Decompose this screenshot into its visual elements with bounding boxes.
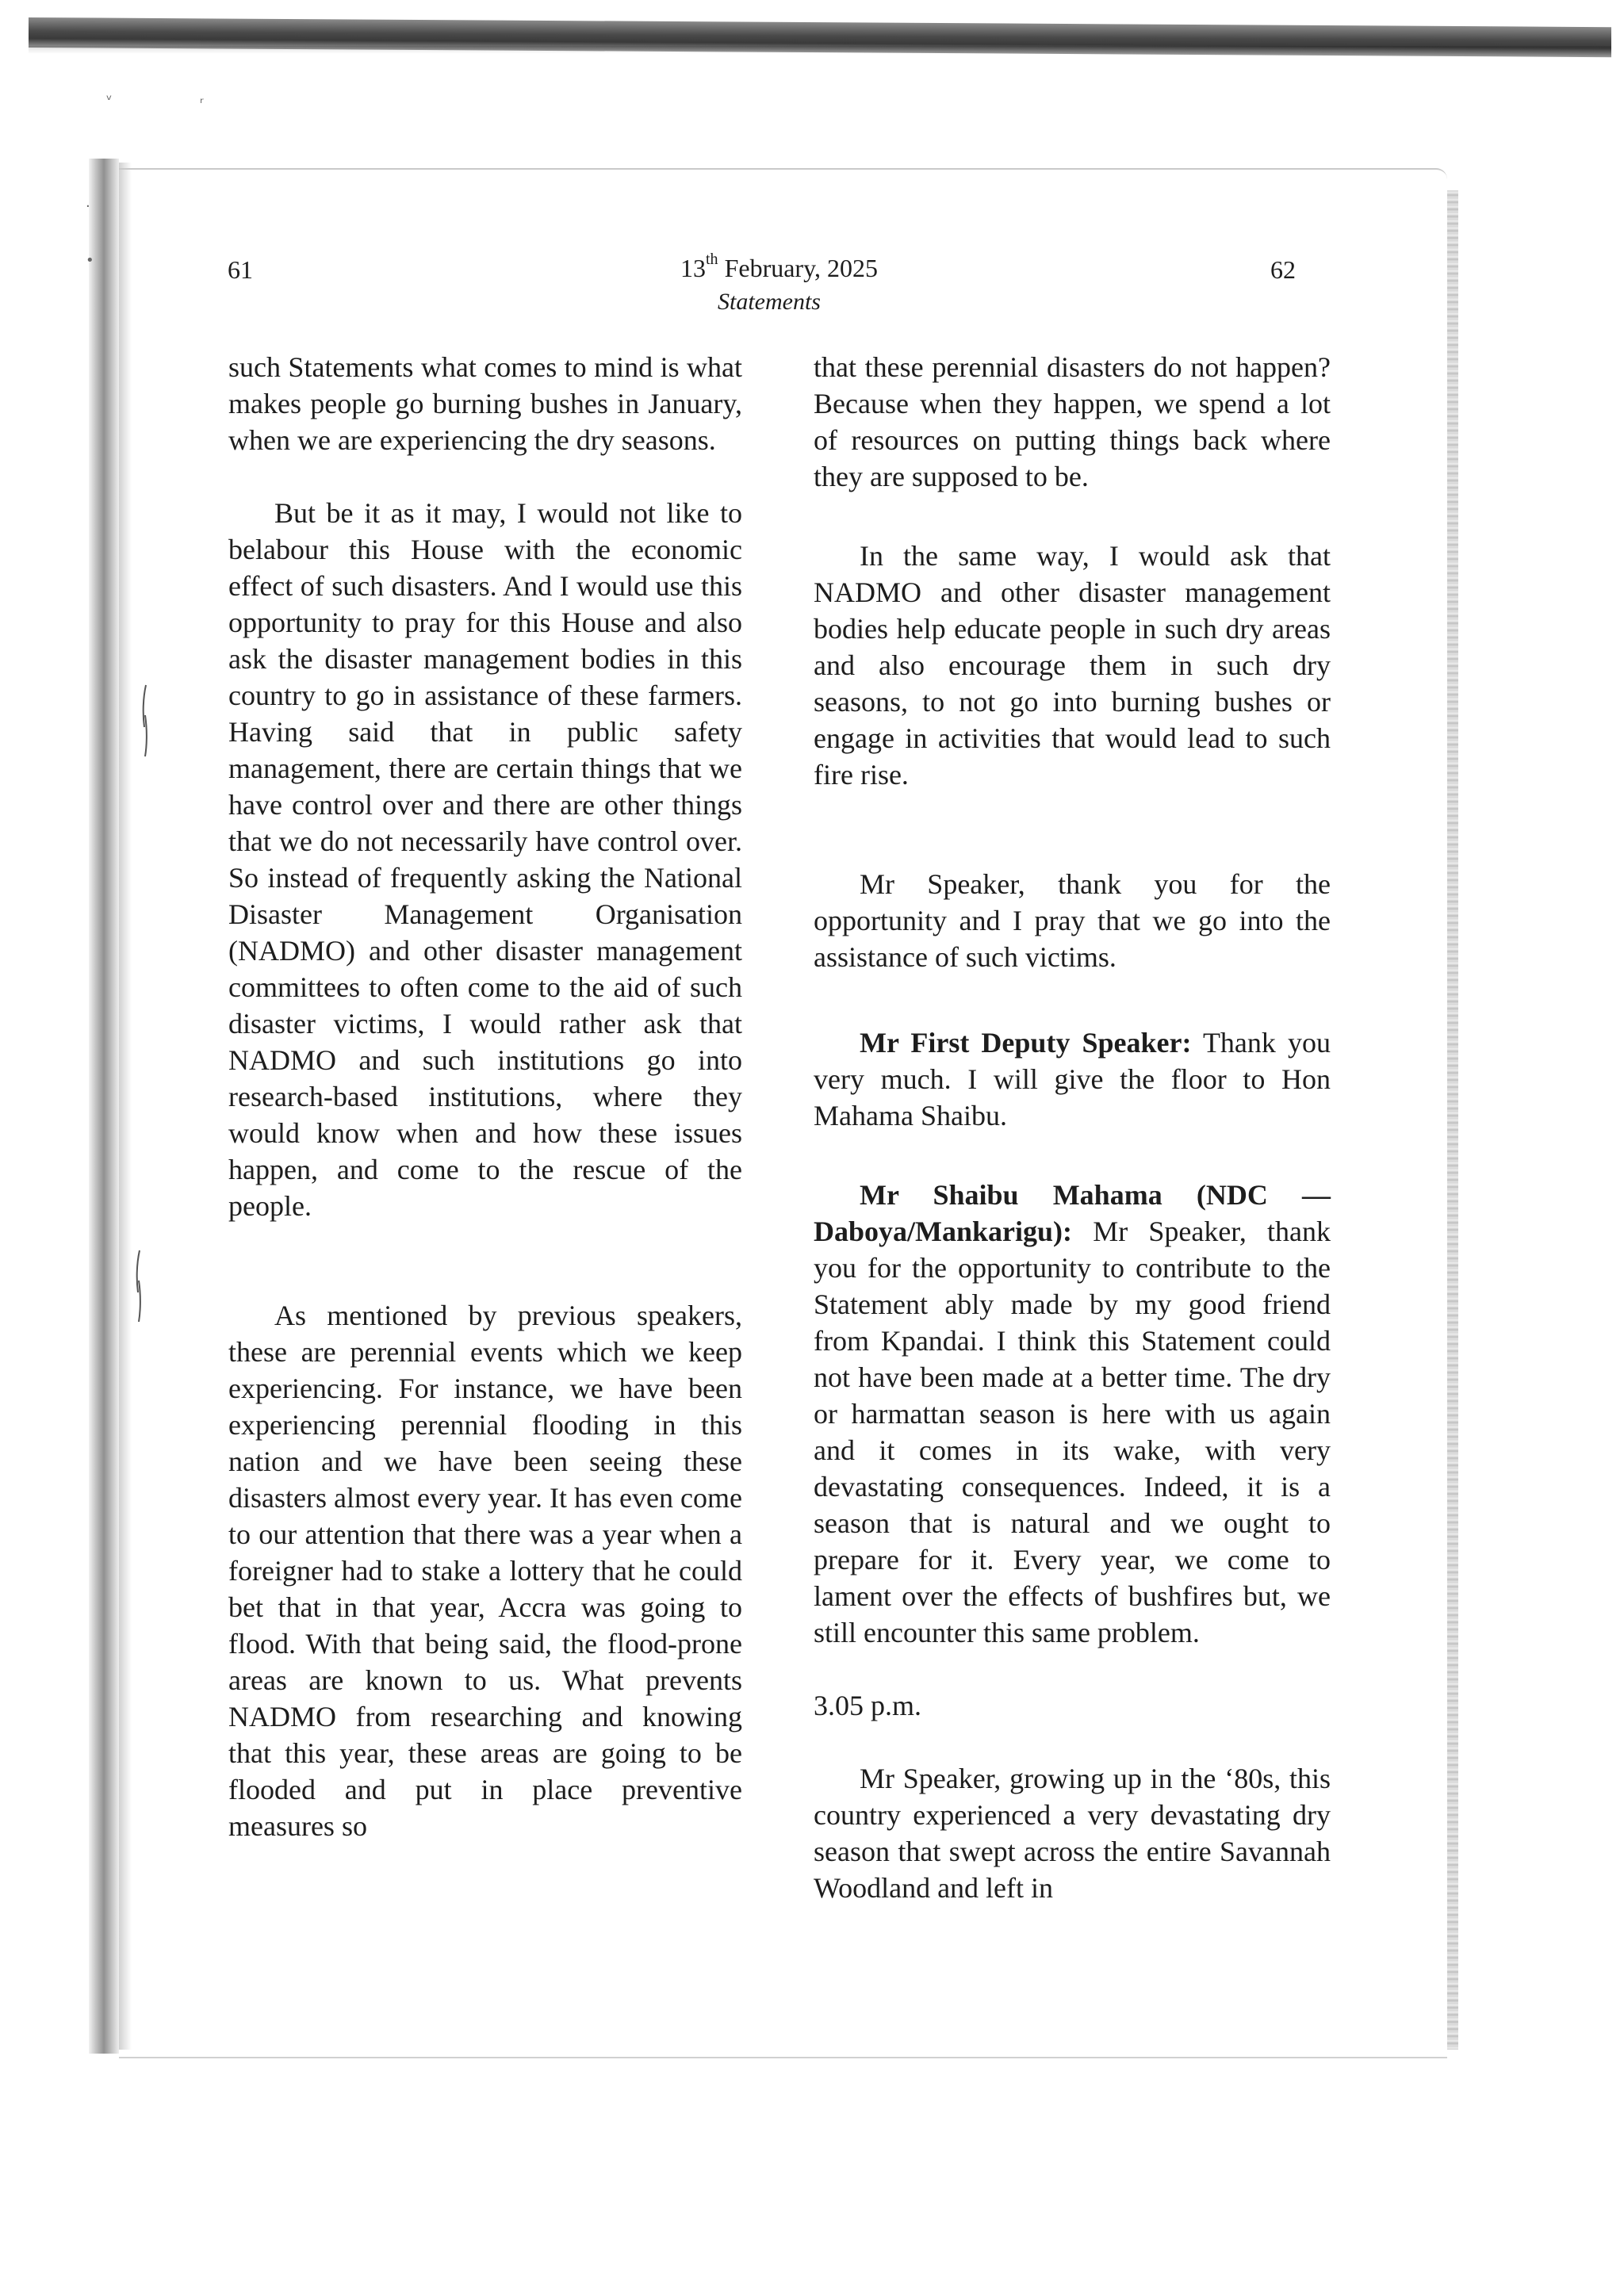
scan-speck: ʳ [200,95,204,112]
paragraph: Mr Speaker, thank you for the opportunity and I pray that we go into the assistance of such victims. [814,868,1331,973]
speech-text: Thank you very much. I will give the floor to Hon Mahama Shaibu. [814,1027,1331,1131]
scan-top-shadow [29,46,1611,54]
paragraph: Mr Speaker, growing up in the ‘80s, this country experienced a very devastating dry season that swept across the entire Savannah Woodland and left in [814,1763,1331,1904]
section-title: Statements [718,289,821,315]
speaker-name: Mr First Deputy Speaker: [860,1027,1192,1059]
paragraph: that these perennial disasters do not happen? Because when they happen, we spend a lot of resources on putting things back where they are supposed to be. [814,351,1331,492]
right-binding-edge [1447,190,1458,2050]
speaker-paragraph [814,1024,1331,1134]
paragraph: such Statements what comes to mind is what makes people go burning bushes in January, when we are experiencing the dry seasons. [228,351,742,456]
right-column [814,349,1331,1906]
scan-speck: • [86,252,94,269]
scan-speck: ᵛ [106,92,113,109]
date-day: 13 [680,254,706,282]
left-column [228,349,742,1844]
left-binding-edge [89,159,119,2054]
paragraph: But be it as it may, I would not like to belabour this House with the economic effect of such disasters. And I would use this opportunity to pray for this House and also ask the disaster management bodies in this country to go in assistance of these farmers. Having said that in public safety management, there are certain things that we have control over and there are other things that we do not necessarily have control over. So instead of frequently asking the National Disaster Management Organisation (NADMO) and other disaster management committees to often come to the aid of such disaster victims, I would rather ask that NADMO and such institutions go into research-based institutions, where they would know when and how these issues happen, and come to the rescue of the people. [228,497,742,1222]
speech-text: Mr Speaker, thank you for the opportunity to contribute to the Statement ably made by my good friend from Kpandai. I think this Statement could not have been made at a better time. The dry or harmattan season is here with us again and it comes in its wake, with very devastating consequences. Indeed, it is a season that is natural and we ought to prepare for it. Every year, we come to lament over the effects of bushfires but, we still encounter this same problem. [814,1216,1331,1648]
date-month-year: February, 2025 [724,254,878,282]
staple-mark-icon [135,1249,143,1324]
speaker-name: Mr Shaibu Mahama (NDC — Daboya/Mankarigu): [814,1179,1331,1247]
time-stamp: 3.05 p.m. [814,1690,922,1721]
page-date [680,251,878,283]
speaker-paragraph [814,1177,1331,1651]
paragraph: In the same way, I would ask that NADMO and other disaster management bodies help educate people in such dry areas and also encourage them in such dry seasons, to not go into burning bushes or engage in activities that would lead to such fire rise. [814,540,1331,791]
page-number-left: 61 [228,255,253,284]
staple-mark-icon [141,683,149,759]
scan-speck: · [86,198,90,215]
page-number-right: 62 [1270,255,1296,284]
paragraph: As mentioned by previous speakers, these are perennial events which we keep experiencing. For instance, we have been experiencing perennial flooding in this nation and we have been seeing these disasters almost every year. It has even come to our attention that there was a year when a foreigner had to stake a lottery that he could bet that in that year, Accra was going to flood. With that being said, the flood-prone areas are known to us. What prevents NADMO from researching and knowing that this year, these areas are going to be flooded and put in place preventive measures so [228,1300,742,1842]
date-suffix: th [706,251,718,268]
